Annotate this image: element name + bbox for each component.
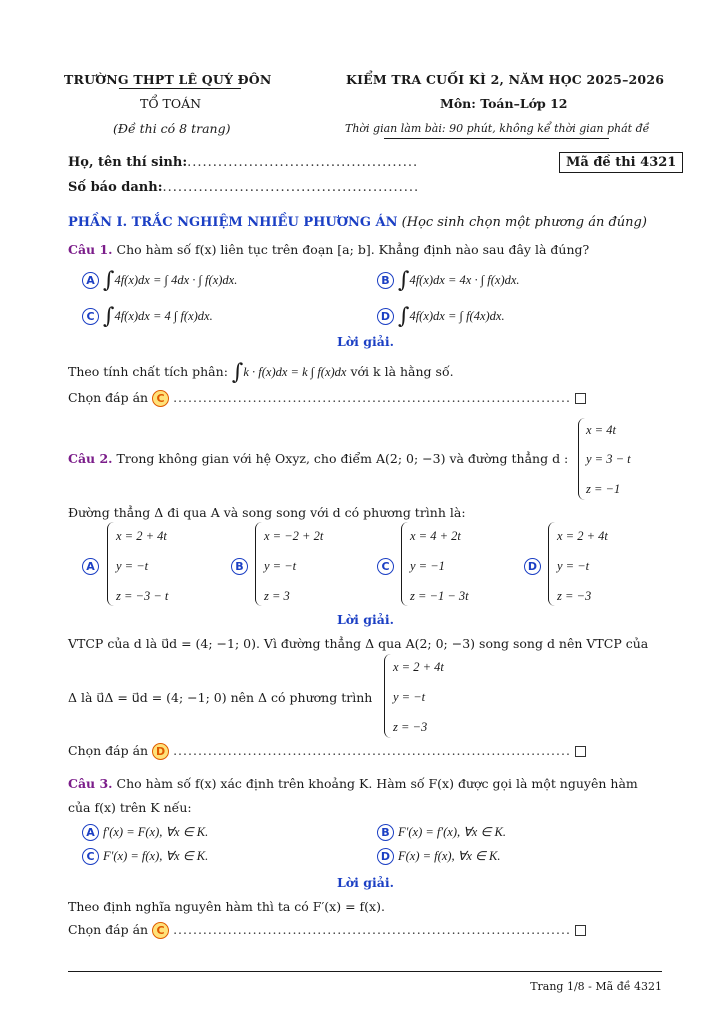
q3-label: Câu 3. [68,776,113,791]
exam-title: KIỂM TRA CUỐI KÌ 2, NĂM HỌC 2025–2026 [346,72,665,87]
option-letter-a: A [82,824,99,841]
integral-icon: ∫ [102,268,115,293]
q2-choose-label: Chọn đáp án [68,743,149,758]
part1-heading [68,215,647,230]
q2-b-eq1: x = −2 + 2t [264,529,324,543]
student-id-label: Số báo danh: [68,180,163,195]
q2-d-eq1: x = 4t [586,423,616,437]
q3-option-c-text: F′(x) = f(x), ∀x ∈ K. [102,849,209,863]
q2-d-eq2: y = 3 − t [586,452,631,466]
q2-sol-eq2: y = −t [393,690,426,704]
option-letter-c: C [82,308,99,325]
q1-option-d[interactable] [377,304,505,329]
q1-option-a[interactable] [82,268,237,293]
option-letter-a: A [82,558,99,575]
school-name: TRƯỜNG THPT LÊ QUÝ ĐÔN [64,72,272,87]
q1-text: Cho hàm số f(x) liên tục trên đoạn [a; b]. Khẳng định nào sau đây là đúng? [116,242,590,257]
q2-c-eq3: z = −1 − 3t [410,589,469,603]
q3-option-d-text: F(x) = f(x), ∀x ∈ K. [397,849,501,863]
end-square-icon [575,393,586,404]
q1-option-c-text: 4f(x)dx = 4 ∫ f(x)dx. [114,309,213,323]
q2-solution-line1: VTCP của d là u⃗d = (4; −1; 0). Vì đường thẳng Δ qua A(2; 0; −3) song song d nên VTCP của [68,636,649,651]
integral-icon: ∫ [102,304,115,329]
q2-a-brace [107,522,114,606]
q2-solution-title: Lời giải. [337,612,394,627]
option-letter-a: A [82,272,99,289]
time-underline [384,138,609,139]
q3-stem [68,776,638,791]
q1-solution-math: k · f(x)dx = k ∫ f(x)dx [243,365,347,379]
footer-rule [68,971,662,972]
q1-option-b[interactable] [377,268,520,293]
q3-text2: của f(x) trên K nếu: [68,800,192,815]
subject: Môn: Toán–Lớp 12 [440,96,568,111]
option-letter-d: D [377,308,394,325]
q2-text: Trong không gian với hệ Oxyz, cho điểm A(2; 0; −3) và đường thẳng d : [116,451,569,466]
q1-solution-title: Lời giải. [337,334,394,349]
q2-d-brace [578,418,585,500]
integral-icon: ∫ [231,360,244,385]
q3-option-b[interactable] [377,824,506,841]
q2-a-eq2: y = −t [116,559,149,573]
q3-option-b-text: F′(x) = f′(x), ∀x ∈ K. [397,825,506,839]
integral-icon: ∫ [397,304,410,329]
end-square-icon [575,925,586,936]
q2-a-eq3: z = −3 − t [116,589,169,603]
option-letter-b: B [377,272,394,289]
q3-solution-title: Lời giải. [337,875,394,890]
q2-b-eq2: y = −t [264,559,297,573]
q1-answer-badge: C [152,390,169,407]
q2-option-d[interactable] [524,556,541,575]
school-underline [119,88,241,89]
option-letter-b: B [231,558,248,575]
q2-sol-eq3: z = −3 [393,720,428,734]
q2-option-c[interactable] [377,556,394,575]
part1-title: PHẦN I. TRẮC NGHIỆM NHIỀU PHƯƠNG ÁN [68,215,398,230]
q2-solution-line2: Δ là u⃗Δ = u⃗d = (4; −1; 0) nên Δ có phương trình [68,690,373,705]
q2-b-eq3: z = 3 [264,589,290,603]
option-letter-c: C [82,848,99,865]
q3-solution-text: Theo định nghĩa nguyên hàm thì ta có F′(x) = f(x). [68,899,385,914]
q2-d-option-brace [548,522,555,606]
q1-option-c[interactable] [82,304,213,329]
q2-option-a[interactable] [82,556,99,575]
q1-solution-text-1: Theo tính chất tích phân: [68,364,228,379]
q2-d-eq3: z = −1 [586,482,621,496]
option-letter-d: D [377,848,394,865]
q3-text1: Cho hàm số f(x) xác định trên khoảng K. Hàm số F(x) được gọi là một nguyên hàm [116,776,638,791]
student-name-label: Họ, tên thí sinh: [68,155,188,170]
q2-d-opt-eq2: y = −t [557,559,590,573]
exam-code-box: Mã đề thi 4321 [559,152,683,173]
q2-d-opt-eq3: z = −3 [557,589,592,603]
q2-c-brace [401,522,408,606]
q1-option-a-text: 4f(x)dx = ∫ 4dx · ∫ f(x)dx. [114,273,238,287]
option-letter-b: B [377,824,394,841]
q1-stem [68,242,589,257]
q3-option-c[interactable] [82,848,208,865]
q2-a-eq1: x = 2 + 4t [116,529,167,543]
integral-icon: ∫ [397,268,410,293]
q1-solution-text-2: với k là hằng số. [350,364,454,379]
q3-option-d[interactable] [377,848,500,865]
q2-c-eq2: y = −1 [410,559,445,573]
q3-choose-label: Chọn đáp án [68,922,149,937]
q1-solution [68,360,454,385]
pages-note: (Đề thi có 8 trang) [113,121,231,136]
q1-label: Câu 1. [68,242,113,257]
q1-option-b-text: 4f(x)dx = 4x · ∫ f(x)dx. [409,273,520,287]
part1-note: (Học sinh chọn một phương án đúng) [401,215,647,230]
q2-stem2: Đường thẳng Δ đi qua A và song song với d có phương trình là: [68,505,466,520]
page-footer: Trang 1/8 - Mã đề 4321 [530,980,662,993]
q2-option-b[interactable] [231,556,248,575]
option-letter-c: C [377,558,394,575]
dept-name: TỔ TOÁN [140,96,202,111]
q3-option-a[interactable] [82,824,208,841]
q2-answer-row: Chọn đáp án D ................................................................................ [68,743,586,760]
q2-c-eq1: x = 4 + 2t [410,529,461,543]
q2-answer-badge: D [152,743,169,760]
q3-option-a-text: f′(x) = F(x), ∀x ∈ K. [102,825,209,839]
q2-b-brace [255,522,262,606]
student-id-row: Số báo danh:.................................................. [68,180,420,195]
q2-stem [68,451,568,466]
time-note: Thời gian làm bài: 90 phút, không kể thời gian phát đề [345,122,650,135]
q1-answer-row: Chọn đáp án C ................................................................................ [68,390,586,407]
q2-d-opt-eq1: x = 2 + 4t [557,529,608,543]
q3-answer-row: Chọn đáp án C ................................................................................ [68,922,586,939]
q2-sol-eq1: x = 2 + 4t [393,660,444,674]
q3-answer-badge: C [152,922,169,939]
q1-option-d-text: 4f(x)dx = ∫ f(4x)dx. [409,309,505,323]
q2-sol-brace [384,654,391,738]
q1-choose-label: Chọn đáp án [68,390,149,405]
option-letter-d: D [524,558,541,575]
end-square-icon [575,746,586,757]
q2-label: Câu 2. [68,451,113,466]
student-name-row: Họ, tên thí sinh:............................................. [68,155,419,170]
